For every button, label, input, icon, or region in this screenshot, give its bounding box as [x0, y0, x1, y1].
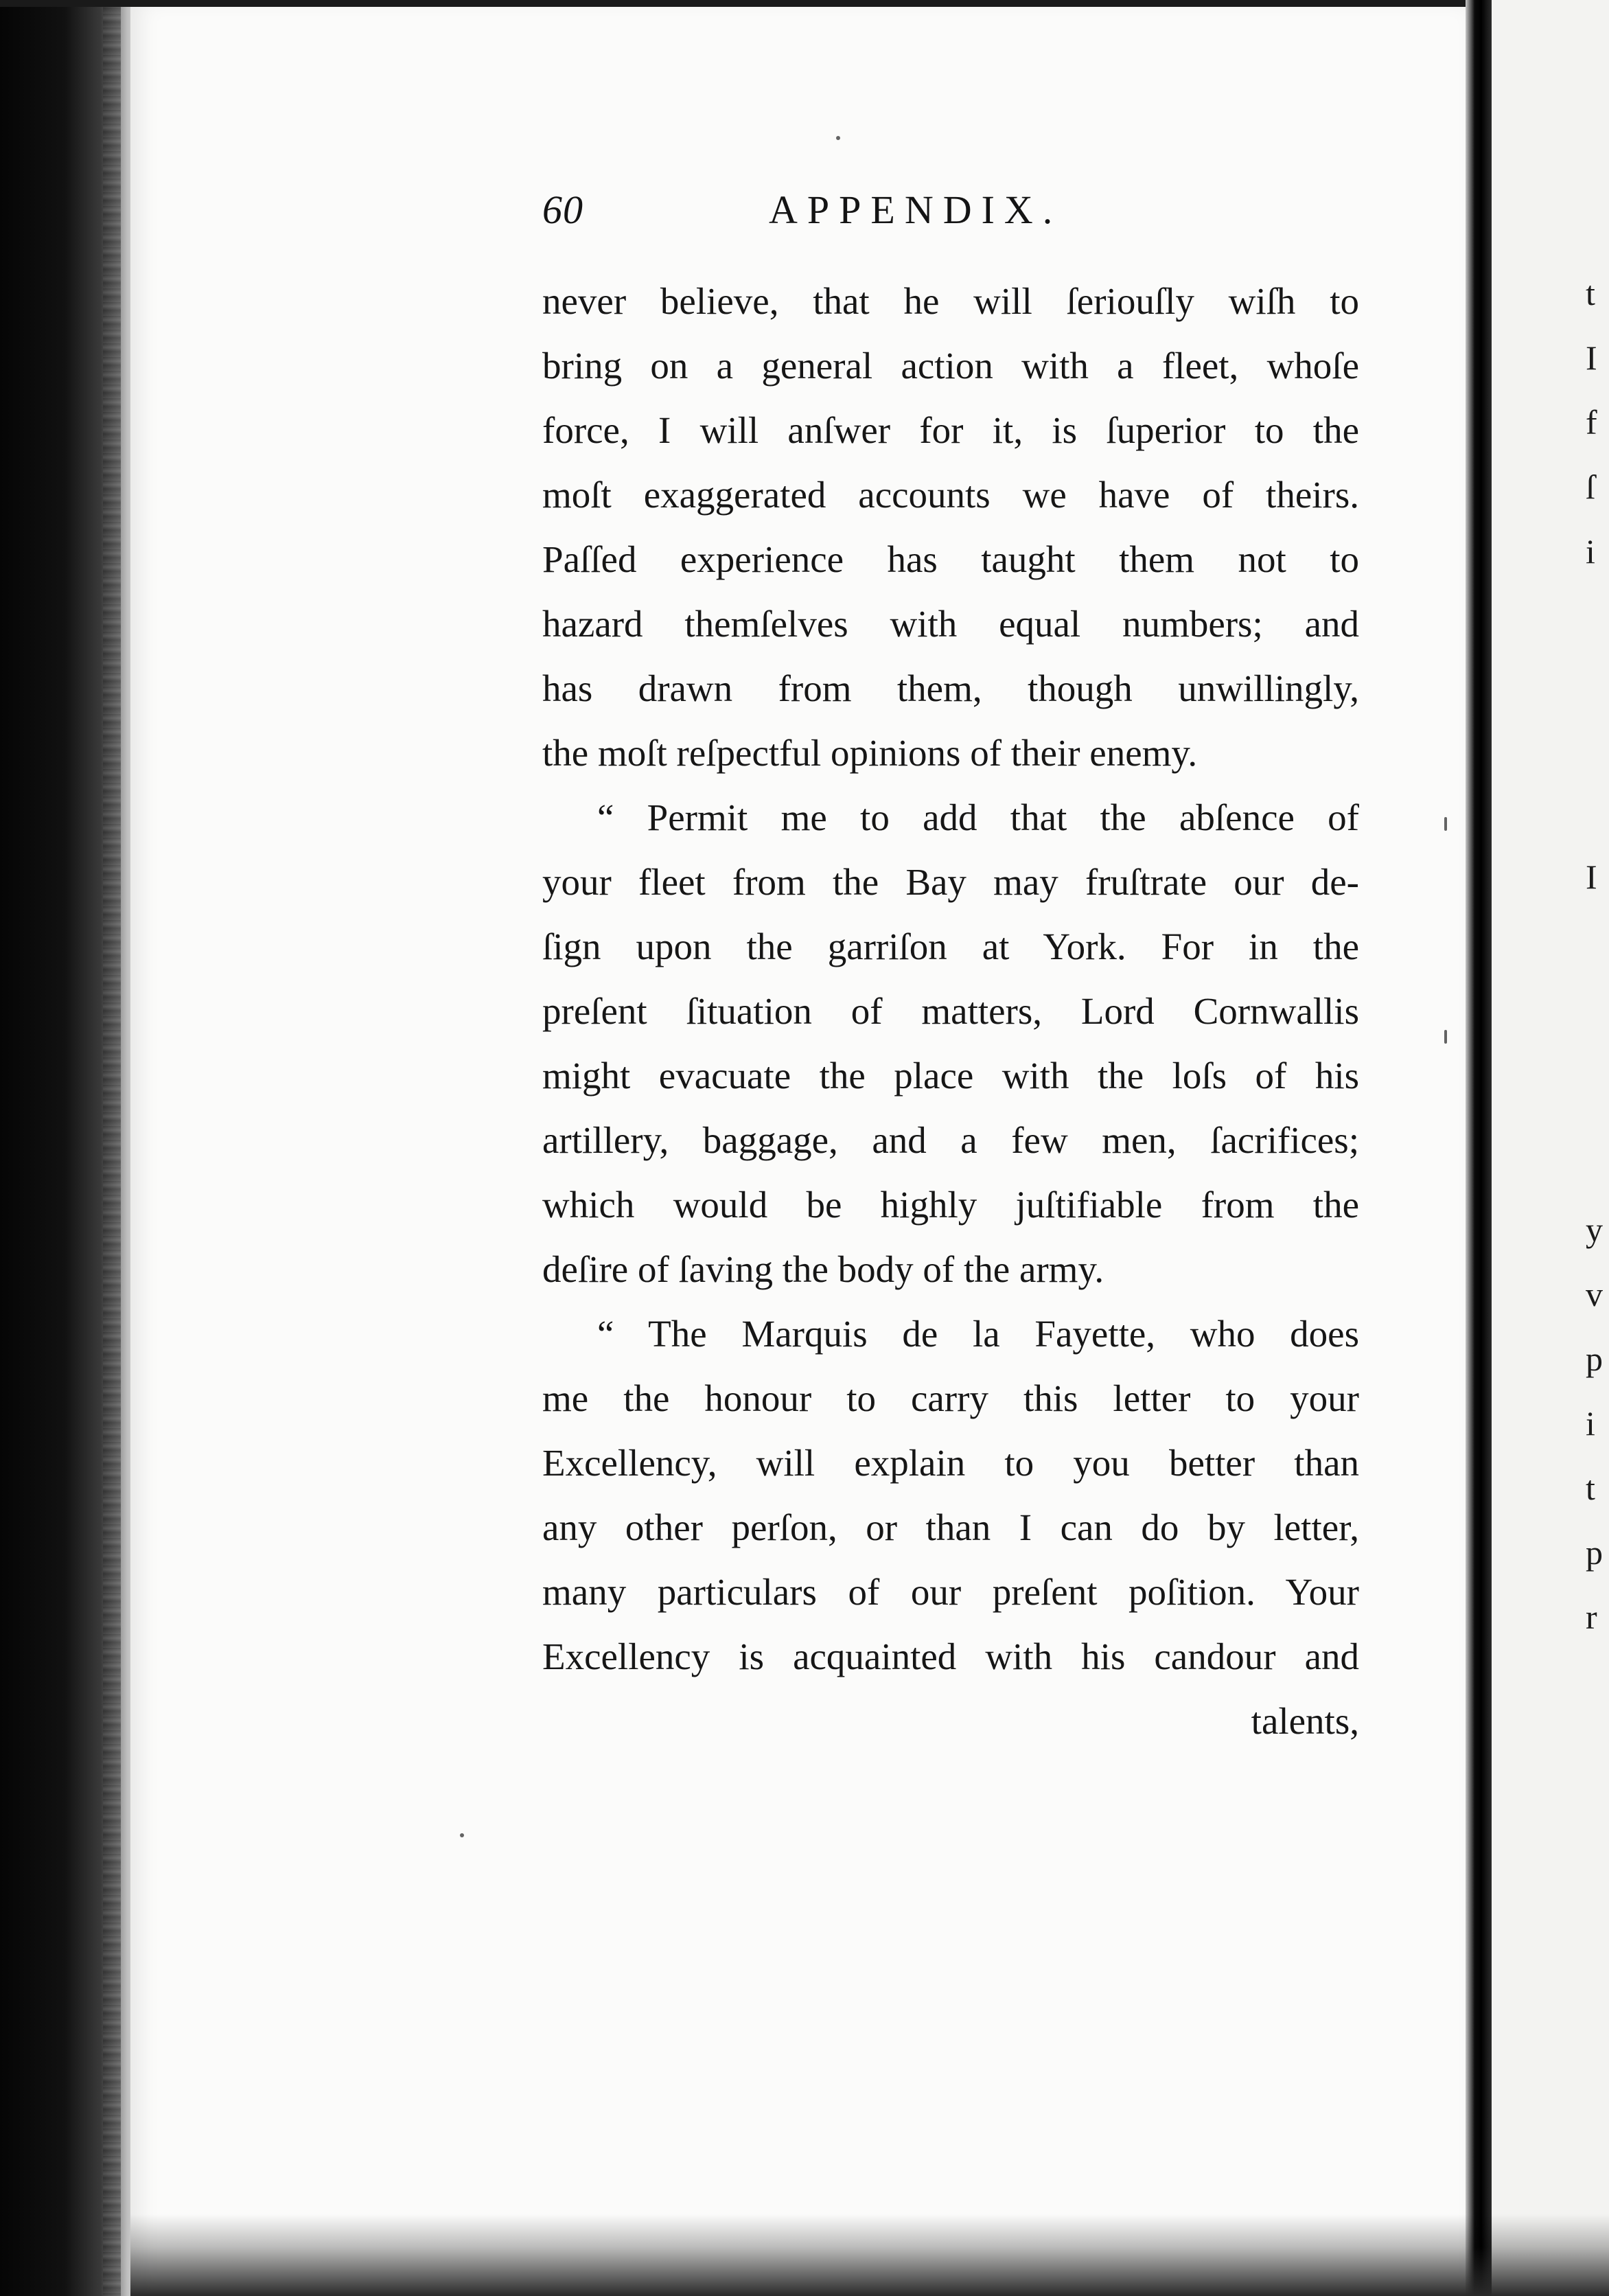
- ink-speck: [1444, 1030, 1447, 1044]
- text-line: Excellency is acquainted with his candour and: [542, 1635, 1359, 1677]
- text-line: which would be highly juſtifiable from the: [542, 1184, 1359, 1226]
- facing-spacer: [1586, 909, 1609, 1197]
- text-line: me the honour to carry this letter to your: [542, 1377, 1359, 1419]
- text-line: “ Permit me to add that the abſence of: [597, 796, 1359, 838]
- text-line: has drawn from them, though unwillingly,: [542, 667, 1359, 709]
- text-line: might evacuate the place with the loſs of his: [542, 1055, 1359, 1097]
- text-line: never believe, that he will ſeriouſly wiſh to: [542, 280, 1359, 322]
- ink-speck: [460, 1833, 464, 1837]
- facing-letter: ſ: [1586, 468, 1595, 506]
- text-line: moſt exaggerated accounts we have of theirs.: [542, 474, 1359, 516]
- text-line: the moſt reſpectful opinions of their enemy.: [542, 732, 1198, 774]
- text-line: “ The Marquis de la Fayette, who does: [597, 1313, 1359, 1355]
- text-line: artillery, baggage, and a few men, ſacrifices;: [542, 1119, 1359, 1161]
- facing-letter: t: [1586, 274, 1595, 312]
- scan-top-border: [0, 0, 1609, 7]
- facing-letter: v: [1586, 1275, 1603, 1313]
- facing-spacer: [1586, 584, 1609, 845]
- text-line: force, I will anſwer for it, is ſuperior to the: [542, 409, 1359, 451]
- text-line: preſent ſituation of matters, Lord Cornwallis: [542, 990, 1359, 1032]
- facing-page-text: [1586, 261, 1609, 1649]
- facing-letter: i: [1586, 1404, 1595, 1443]
- facing-letter: I: [1586, 338, 1597, 377]
- facing-letter: p: [1586, 1533, 1603, 1572]
- body-text: [542, 269, 1359, 1754]
- catchword: talents,: [1251, 1700, 1359, 1742]
- text-line: Paſſed experience has taught them not to: [542, 538, 1359, 580]
- facing-letter: p: [1586, 1340, 1603, 1378]
- text-line: Excellency, will explain to you better than: [542, 1442, 1359, 1484]
- facing-letter: r: [1586, 1598, 1597, 1636]
- ink-speck: [836, 136, 840, 140]
- text-line: your fleet from the Bay may fruſtrate our de-: [542, 861, 1359, 903]
- facing-letter: I: [1586, 858, 1597, 896]
- facing-letter: i: [1586, 532, 1595, 571]
- text-line: many particulars of our preſent poſition. Your: [542, 1571, 1359, 1613]
- text-line: deſire of ſaving the body of the army.: [542, 1248, 1104, 1290]
- scan-bottom-shadow: [130, 2214, 1609, 2296]
- running-head: APPENDIX.: [769, 187, 1063, 232]
- book-fold: [1466, 0, 1492, 2296]
- ink-speck: [1444, 817, 1447, 831]
- book-binding-gutter: [0, 0, 144, 2296]
- page-edges: [103, 0, 121, 2296]
- text-line: bring on a general action with a fleet, whoſe: [542, 345, 1359, 387]
- text-line: hazard themſelves with equal numbers; and: [542, 603, 1359, 645]
- page-header: [542, 187, 1366, 249]
- page-number: 60: [542, 187, 583, 232]
- text-line: any other perſon, or than I can do by letter,: [542, 1506, 1359, 1548]
- facing-letter: t: [1586, 1469, 1595, 1507]
- facing-letter: f: [1586, 403, 1597, 441]
- facing-letter: y: [1586, 1210, 1603, 1249]
- text-line: ſign upon the garriſon at York. For in the: [542, 926, 1359, 967]
